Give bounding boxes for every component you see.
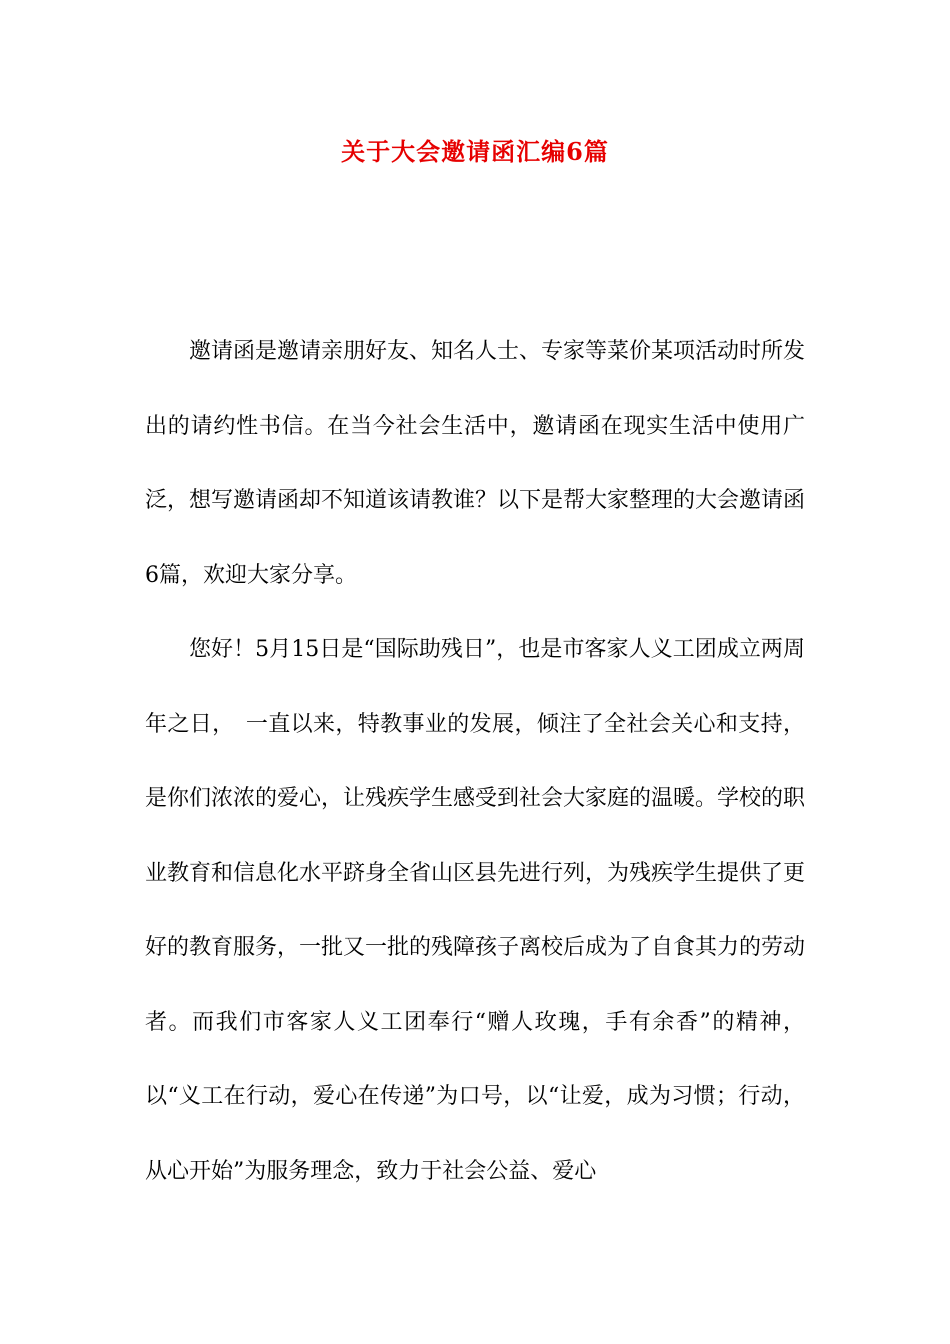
document-title: 关于大会邀请函汇编6篇 <box>341 137 609 166</box>
document-body <box>145 315 805 1209</box>
paragraph-invitation: 您好！5月15日是“国际助残日”，也是市客家人义工团成立两周年之日， 一直以来，特教事业的发展，倾注了全社会关心和支持，是你们浓浓的爱心，让残疾学生感受到社会大家庭的温暖。学校的职业教育和信息化水平跻身全省山区县先进行列，为残疾学生提供了更好的教育服务，一批又一批的残障孩子离校后成为了自食其力的劳动者。而我们市客家人义工团奉行“赠人玫瑰，手有余香”的精神，以“义工在行动，爱心在传递”为口号，以“让爱，成为习惯；行动，从心开始”为服务理念，致力于社会公益、爱心 <box>145 637 806 1184</box>
paragraph-intro: 邀请函是邀请亲朋好友、知名人士、专家等菜价某项活动时所发出的请约性书信。在当今社会生活中，邀请函在现实生活中使用广泛，想写邀请函却不知道该请教谁？以下是帮大家整理的大会邀请函6篇，欢迎大家分享。 <box>145 339 806 588</box>
